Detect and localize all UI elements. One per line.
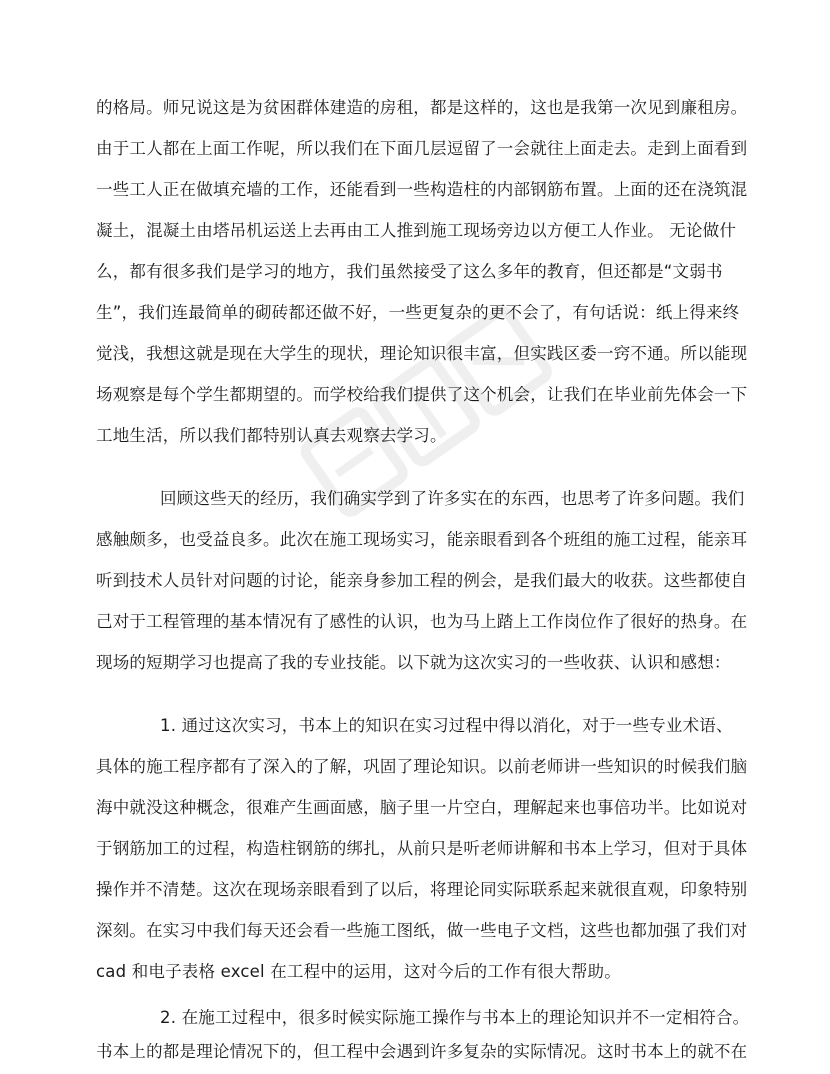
paragraph-4-line-1: 2. 在施工过程中，很多时候实际施工操作与书本上的理论知识并不一定相符合。 — [160, 1008, 750, 1027]
paragraph-3-line-5: 操作并不清楚。这次在现场亲眼看到了以后，将理论同实际联系起来就很直观，印象特别 — [96, 880, 748, 899]
paragraph-2-line-1: 回顾这些天的经历，我们确实学到了许多实在的东西，也思考了许多问题。我们 — [160, 489, 745, 508]
paragraph-1-line-4: 凝土，混凝土由塔吊机运送上去再由工人推到施工现场旁边以方便工人作业。 无论做什 — [96, 221, 737, 240]
paragraph-1-line-2: 由于工人都在上面工作呢，所以我们在下面几层逗留了一会就往上面走去。走到上面看到 — [96, 139, 748, 158]
paragraph-2-line-3: 听到技术人员针对问题的讨论，能亲身参加工程的例会，是我们最大的收获。这些都使自 — [96, 571, 748, 590]
paragraph-1-line-8: 场观察是每个学生都期望的。而学校给我们提供了这个机会，让我们在毕业前先体会一下 — [96, 385, 748, 404]
paragraph-3-line-4: 于钢筋加工的过程，构造柱钢筋的绑扎，从前只是听老师讲解和书本上学习，但对于具体 — [96, 839, 748, 858]
paragraph-3-line-7: cad 和电子表格 excel 在工程中的运用，这对今后的工作有很大帮助。 — [96, 962, 621, 981]
paragraph-1-line-7: 觉浅，我想这就是现在大学生的现状，理论知识很丰富，但实践区委一窍不通。所以能现 — [96, 344, 748, 363]
paragraph-1-line-9: 工地生活，所以我们都特别认真去观察去学习。 — [96, 426, 447, 445]
paragraph-3-line-6: 深刻。在实习中我们每天还会看一些施工图纸，做一些电子文档，这些也都加强了我们对 — [96, 921, 748, 940]
paragraph-1-line-6: 生”，我们连最简单的砌砖都还做不好，一些更复杂的更不会了，有句话说：纸上得来终 — [96, 303, 740, 322]
paragraph-3-line-3: 海中就没这种概念，很难产生画面感，脑子里一片空白，理解起来也事倍功半。比如说对 — [96, 798, 748, 817]
paragraph-1-line-1: 的格局。师兄说这是为贫困群体建造的房租，都是这样的，这也是我第一次见到廉租房。 — [96, 98, 748, 117]
paragraph-3-line-1: 1. 通过这次实习，书本上的知识在实习过程中得以消化，对于一些专业术语、 — [160, 716, 733, 735]
paragraph-3-line-2: 具体的施工程序都有了深入的了解，巩固了理论知识。以前老师讲一些知识的时候我们脑 — [96, 757, 748, 776]
paragraph-1-line-5: 么，都有很多我们是学习的地方，我们虽然接受了这么多年的教育，但还都是“文弱书 — [96, 262, 723, 281]
paragraph-2-line-4: 己对于工程管理的基本情况有了感性的认识，也为马上踏上工作岗位作了很好的热身。在 — [96, 612, 748, 631]
paragraph-2-line-5: 现场的短期学习也提高了我的专业技能。以下就为这次实习的一些收获、认识和感想： — [96, 653, 731, 672]
paragraph-2-line-2: 感触颇多，也受益良多。此次在施工现场实习，能亲眼看到各个班组的施工过程，能亲耳 — [96, 530, 748, 549]
paragraph-1-line-3: 一些工人正在做填充墙的工作，还能看到一些构造柱的内部钢筋布置。上面的还在浇筑混 — [96, 180, 748, 199]
paragraph-4-line-2: 书本上的都是理论情况下的，但工程中会遇到许多复杂的实际情况。这时书本上的就不在 — [96, 1042, 748, 1061]
